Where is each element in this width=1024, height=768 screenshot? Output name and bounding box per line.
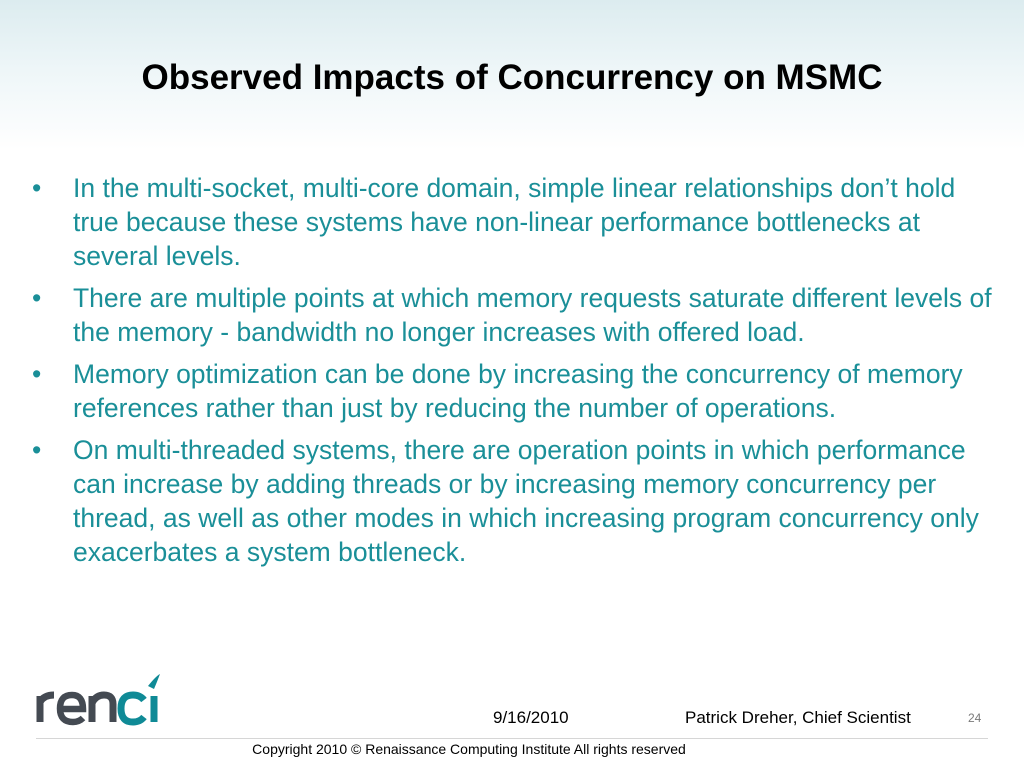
bullet-text: In the multi-socket, multi-core domain, simple linear relationships don’t hold true because these systems have non-linear performance bottlenecks at several levels. bbox=[73, 173, 956, 271]
bullet-marker: • bbox=[32, 435, 42, 465]
footer-date: 9/16/2010 bbox=[493, 708, 569, 727]
bullet-text: On multi-threaded systems, there are operation points in which performance can increase by adding threads or by increasing memory concurrency per thread, as well as other modes in which increasing program concurrency only exacerbates a system bottleneck. bbox=[73, 435, 979, 567]
bullet-marker: • bbox=[32, 283, 42, 313]
footer-divider bbox=[36, 738, 988, 739]
bullet-item bbox=[32, 171, 992, 273]
bullet-text: Memory optimization can be done by increasing the concurrency of memory references rather than just by reducing the number of operations. bbox=[73, 359, 963, 423]
bullet-list bbox=[32, 171, 992, 577]
bullet-marker: • bbox=[32, 173, 42, 203]
bullet-item bbox=[32, 357, 992, 425]
footer-author: Patrick Dreher, Chief Scientist bbox=[685, 708, 911, 727]
bullet-text: There are multiple points at which memory requests saturate different levels of the memory - bandwidth no longer increases with offered load. bbox=[73, 283, 992, 347]
copyright-notice: Copyright 2010 © Renaissance Computing Institute All rights reserved bbox=[252, 741, 686, 757]
page-number: 24 bbox=[968, 711, 982, 725]
bullet-item bbox=[32, 281, 992, 349]
renci-logo bbox=[36, 670, 166, 730]
slide-title: Observed Impacts of Concurrency on MSMC bbox=[141, 58, 883, 97]
bullet-marker: • bbox=[32, 359, 42, 389]
bullet-item bbox=[32, 433, 992, 569]
